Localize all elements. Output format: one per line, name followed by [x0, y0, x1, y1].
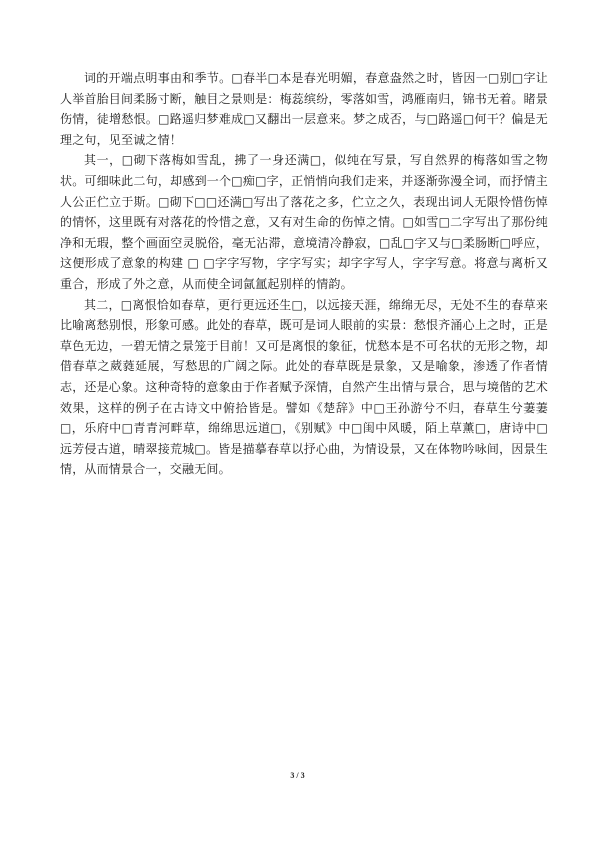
page-number: 3 / 3	[290, 771, 305, 780]
paragraph-first-point: 其一，□砌下落梅如雪乱，拂了一身还满□，似纯在写景，写自然界的梅落如雪之物状。可细味此二句，却感到一个□痴□字，正悄悄向我们走来，并逐渐弥漫全词，而抒情主人公正伫立于斯。□砌下□□还满□写出了落花之多，伫立之久，表现出词人无限怜惜伤悼的情怀，这里既有对落花的怜惜之意，又有对生命的伤悼之情。□如雪□二字写出了那份纯净和无瑕，整个画面空灵脱俗，毫无沾滞，意境清冷静寂，□乱□字又与□柔肠断□呼应，这便形成了意象的构建 □ □字字写物，字字写实；却字字写人，字字写意。将意与离析又重合，形成了外之意，从而使全词氤氲起别样的情韵。	[60, 153, 548, 291]
paragraph-intro: 词的开端点明事由和季节。□春半□本是春光明媚，春意盎然之时，皆因一□别□字让人举首胎目间柔肠寸断，触目之景则是：梅蕊缤纷，零落如雪，鸿雁南归，锦书无着。睹景伤情，徒增愁恨。□路遥归梦难成□又翻出一层意来。梦之成否，与□路遥□何干？偏是无理之句，见至诚之情！	[60, 71, 549, 147]
document-body	[60, 68, 548, 480]
paragraph-second-point: 其二，□离恨恰如春草，更行更远还生□，以远接天涯，绵绵无尽，无处不生的春草来比喻离愁别恨，形象可感。此处的春草，既可是词人眼前的实景：愁恨齐涌心上之时，正是草色无边，一碧无情之景笼于目前！又可是离恨的象征，忧愁本是不可名状的无形之物，却借春草之葳蕤延展，写愁思的广阔之际。此处的春草既是景象，又是喻象，渗透了作者情志，还是心象。这种奇特的意象由于作者赋予深情，自然产生出情与景合，思与境偕的艺术效果，这样的例子在古诗文中俯拾皆是。譬如《楚辞》中□王孙游兮不归，春草生兮萋萋□，乐府中□青青河畔草，绵绵思远道□，《别赋》中□闺中风暖，陌上草薰□，唐诗中□远芳侵古道，晴翠接荒城□。皆是描摹春草以抒心曲，为情设景，又在体物吟咏间，因景生情，从而情景合一，交融无间。	[60, 297, 549, 477]
